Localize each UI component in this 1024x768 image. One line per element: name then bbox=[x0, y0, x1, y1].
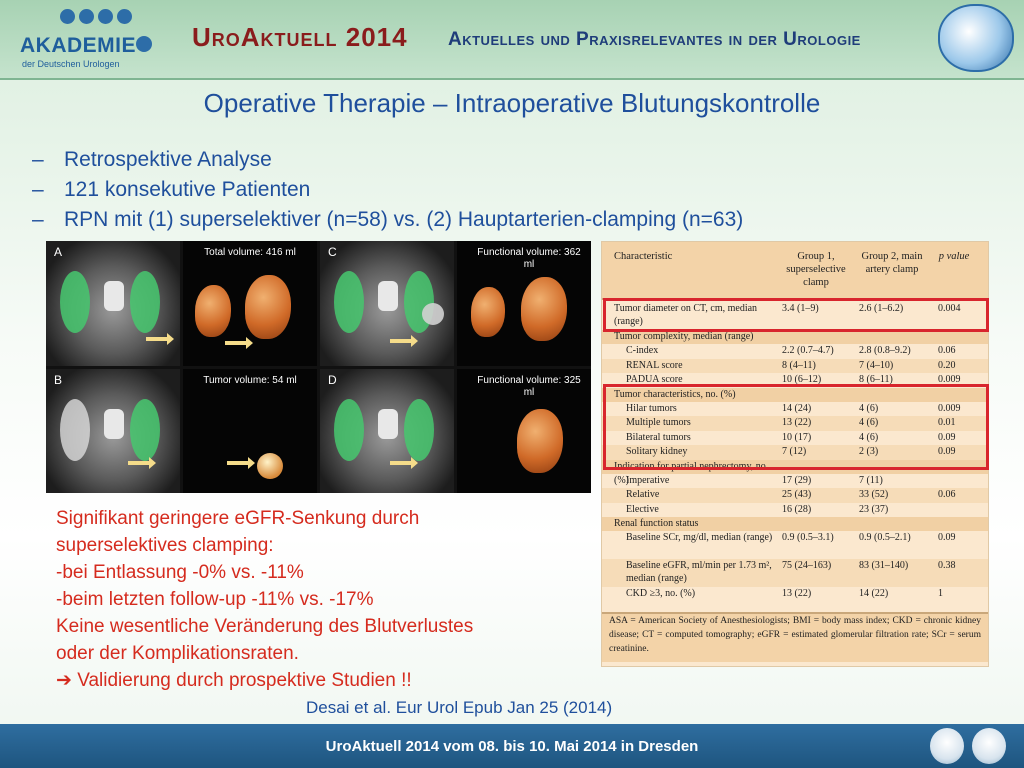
table-cell-label: Tumor complexity, median (range) bbox=[614, 331, 754, 342]
table-cell-g1: 7 (12) bbox=[782, 446, 807, 458]
table-cell-label: Indication for partial nephrectomy, no. (%) bbox=[614, 460, 769, 486]
caption-functional-volume-1: Functional volume: 362 ml bbox=[477, 247, 581, 270]
table-row bbox=[602, 359, 988, 373]
table-cell-label: Elective bbox=[626, 503, 659, 515]
finding-line: ➔ Validierung durch prospektive Studien !! bbox=[56, 670, 412, 691]
bullet-marker: – bbox=[32, 178, 44, 201]
header-title: UroAktuell 2014 bbox=[192, 22, 408, 52]
bullet-text: Retrospektive Analyse bbox=[64, 148, 272, 171]
finding-line: oder der Komplikationsraten. bbox=[56, 643, 299, 664]
slide-title: Operative Therapie – Intraoperative Blutungskontrolle bbox=[203, 88, 821, 118]
bullet-marker: – bbox=[32, 148, 44, 171]
finding-line: Signifikant geringere eGFR-Senkung durch bbox=[56, 508, 420, 529]
table-cell-label: RENAL score bbox=[626, 359, 683, 371]
bullet-item bbox=[32, 205, 743, 235]
header-banner bbox=[0, 0, 1024, 80]
table-cell-label: C-index bbox=[626, 345, 659, 357]
table-cell-g2: 4 (6) bbox=[859, 417, 879, 429]
logo-emblem-icon bbox=[136, 36, 152, 52]
footer-figure-icon bbox=[972, 728, 1006, 764]
arrow-icon bbox=[128, 461, 150, 465]
table-cell-label: Imperative bbox=[626, 474, 670, 486]
table-cell-label: Solitary kidney bbox=[626, 446, 688, 458]
arrow-icon bbox=[146, 337, 168, 341]
table-cell-g2: 8 (6–11) bbox=[859, 374, 893, 386]
table-cell-g1: 0.9 (0.5–3.1) bbox=[782, 532, 834, 544]
arrow-icon bbox=[390, 339, 412, 343]
footer-emblem-icon bbox=[930, 728, 964, 764]
table-cell-p: 1 bbox=[938, 588, 943, 600]
table-cell-p: 0.009 bbox=[938, 374, 961, 386]
table-row bbox=[602, 330, 988, 344]
ct-scan-b bbox=[46, 369, 180, 494]
table-cell-g2: 4 (6) bbox=[859, 402, 879, 414]
table-cell-g1: 2.2 (0.7–4.7) bbox=[782, 345, 834, 357]
table-cell-p: 0.38 bbox=[938, 560, 956, 572]
table-cell-p: 0.20 bbox=[938, 359, 956, 371]
table-cell-g1: 16 (28) bbox=[782, 503, 812, 515]
table-cell-p: 0.09 bbox=[938, 431, 956, 443]
render-total-volume bbox=[183, 241, 317, 366]
table-cell-g1: 14 (24) bbox=[782, 402, 812, 414]
panel-label-a: A bbox=[54, 245, 63, 259]
table-cell-g1: 10 (6–12) bbox=[782, 374, 822, 386]
table-cell-g2: 83 (31–140) bbox=[859, 560, 909, 572]
table-row bbox=[602, 587, 988, 601]
logo-subtext: der Deutschen Urologen bbox=[22, 59, 120, 69]
bullet-marker: – bbox=[32, 208, 44, 231]
arrow-icon bbox=[390, 461, 412, 465]
table-cell-g1: 25 (43) bbox=[782, 489, 812, 501]
table-cell-g1: 8 (4–11) bbox=[782, 359, 816, 371]
ct-image-panel bbox=[46, 241, 591, 493]
header-characteristic: Characteristic bbox=[614, 251, 673, 262]
ct-scan-c bbox=[320, 241, 454, 366]
table-cell-label: Baseline eGFR, ml/min per 1.73 m², median (range) bbox=[626, 560, 772, 585]
table-cell-g2: 14 (22) bbox=[859, 588, 889, 600]
table-cell-g2: 2.6 (1–6.2) bbox=[859, 303, 904, 314]
table-cell-label: Multiple tumors bbox=[626, 417, 691, 429]
bullet-text: RPN mit (1) superselektiver (n=58) vs. (2) Hauptarterien-clamping (n=63) bbox=[64, 208, 744, 231]
render-tumor-volume bbox=[183, 369, 317, 494]
caption-functional-volume-2: Functional volume: 325 ml bbox=[477, 374, 581, 398]
ct-scan-d bbox=[320, 369, 454, 494]
findings-text bbox=[56, 505, 473, 694]
render-functional-volume-2 bbox=[457, 369, 591, 494]
table-cell-p: 0.09 bbox=[938, 446, 956, 458]
table-row bbox=[602, 474, 988, 488]
ct-scan-a bbox=[46, 241, 180, 366]
header-group2: Group 2, main artery clamp bbox=[861, 251, 923, 275]
panel-label-d: D bbox=[328, 372, 337, 387]
table-cell-g1: 75 (24–163) bbox=[782, 560, 832, 572]
table-cell-g2: 23 (37) bbox=[859, 503, 889, 515]
table-cell-label: Bilateral tumors bbox=[626, 431, 691, 443]
header-pvalue: p value bbox=[938, 251, 970, 262]
footer-bar bbox=[0, 724, 1024, 768]
table-cell-label: CKD ≥3, no. (%) bbox=[626, 588, 696, 600]
finding-line: superselektives clamping: bbox=[56, 535, 274, 556]
table-cell-g1: 3.4 (1–9) bbox=[782, 303, 819, 314]
logo-dots-icon bbox=[60, 8, 136, 28]
bullet-item bbox=[32, 175, 743, 205]
table-footnote: ASA = American Society of Anesthesiologists; BMI = body mass index; CKD = chronic kidney disease; CT = computed tomography; eGFR = estimated glomerular filtration rate; SCr = serum creatinine. bbox=[602, 612, 988, 662]
table-cell-g2: 33 (52) bbox=[859, 489, 889, 501]
anatomy-logo-icon bbox=[938, 4, 1014, 72]
highlight-box-tumor-characteristics bbox=[603, 384, 989, 470]
table-cell-p: 0.09 bbox=[938, 532, 956, 544]
table-cell-label: PADUA score bbox=[626, 374, 683, 386]
table-row bbox=[602, 344, 988, 358]
panel-label-c: C bbox=[328, 245, 337, 259]
table-header bbox=[602, 242, 988, 300]
table-cell-g1: 10 (17) bbox=[782, 431, 812, 443]
table-cell-g1: 17 (29) bbox=[782, 474, 812, 486]
arrow-icon bbox=[225, 341, 247, 345]
bullet-text: 121 konsekutive Patienten bbox=[64, 178, 311, 201]
finding-line: -bei Entlassung -0% vs. -11% bbox=[56, 562, 304, 583]
table-cell-p: 0.01 bbox=[938, 417, 956, 429]
table-cell-label: Tumor diameter on CT, cm, median (range) bbox=[614, 303, 758, 327]
header-group1: Group 1, superselective clamp bbox=[786, 251, 846, 288]
table-row bbox=[602, 531, 988, 559]
table-cell-p: 0.009 bbox=[938, 402, 961, 414]
table-cell-p: 0.06 bbox=[938, 345, 956, 357]
table-cell-label: Baseline SCr, mg/dl, median (range) bbox=[626, 532, 773, 544]
akademie-logo bbox=[18, 6, 138, 72]
table-cell-g2: 0.9 (0.5–2.1) bbox=[859, 532, 911, 544]
caption-tumor-volume: Tumor volume: 54 ml bbox=[203, 374, 297, 386]
table-row bbox=[602, 503, 988, 517]
table-cell-p: 0.004 bbox=[938, 303, 961, 314]
table-cell-label: Tumor characteristics, no. (%) bbox=[614, 388, 736, 400]
bullet-list bbox=[32, 145, 743, 235]
table-row bbox=[602, 517, 988, 531]
table-cell-p: 0.06 bbox=[938, 489, 956, 501]
table-cell-g2: 4 (6) bbox=[859, 431, 879, 443]
table-row bbox=[602, 559, 988, 587]
render-functional-volume-1 bbox=[457, 241, 591, 366]
table-cell-label: Relative bbox=[626, 489, 660, 501]
logo-text: AKADEMIE bbox=[20, 34, 137, 57]
table-cell-g1: 13 (22) bbox=[782, 588, 812, 600]
arrow-icon bbox=[227, 461, 249, 465]
table-cell-label: Renal function status bbox=[614, 518, 699, 530]
citation: Desai et al. Eur Urol Epub Jan 25 (2014) bbox=[306, 698, 613, 717]
table-cell-g2: 2.8 (0.8–9.2) bbox=[859, 345, 911, 357]
table-cell-label: Hilar tumors bbox=[626, 402, 677, 414]
highlight-box-tumor-diameter bbox=[603, 298, 989, 332]
table-cell-g2: 7 (4–10) bbox=[859, 359, 894, 371]
table-cell-g2: 7 (11) bbox=[859, 474, 883, 486]
finding-line: -beim letzten follow-up -11% vs. -17% bbox=[56, 589, 374, 610]
footer-text: UroAktuell 2014 vom 08. bis 10. Mai 2014 in Dresden bbox=[325, 738, 699, 755]
table-cell-g1: 13 (22) bbox=[782, 417, 812, 429]
caption-total-volume: Total volume: 416 ml bbox=[204, 247, 296, 258]
panel-label-b: B bbox=[54, 372, 63, 387]
table-cell-g2: 2 (3) bbox=[859, 446, 879, 458]
header-subtitle: Aktuelles und Praxisrelevantes in der Urologie bbox=[448, 29, 861, 50]
finding-line: Keine wesentliche Veränderung des Blutverlustes bbox=[56, 616, 474, 637]
table-row bbox=[602, 488, 988, 502]
bullet-item bbox=[32, 145, 743, 175]
